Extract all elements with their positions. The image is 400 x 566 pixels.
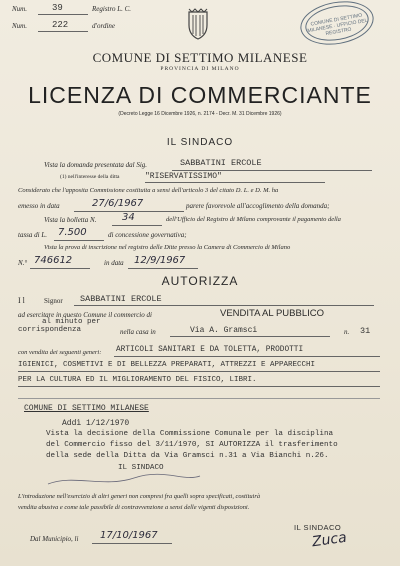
il-label: I l [18,296,25,305]
iscrizione-date: 12/9/1967 [134,255,186,266]
registry-stamp [297,0,377,50]
civico-value: 31 [360,326,371,336]
addendum-date: Addì 1/12/1970 [62,419,130,428]
num2-underline [38,31,88,32]
num-underline [38,14,88,15]
iscrizione-date-underline [128,268,198,269]
num-value: 39 [52,3,63,13]
generi-underline-2 [18,371,380,372]
registro-label: Registro L. C. [92,5,132,13]
ordine-label: d'ordine [92,22,116,30]
concessione-text: di concessione governativa; [108,231,187,239]
generi-line-2: IGIENICI, COSMETIVI E DI BELLEZZA PREPARATI, ATTREZZI E APPARECCHI [18,361,316,369]
tassa-value: 7.500 [58,227,87,238]
signor-underline [74,305,374,306]
footer-note-2: vendita abusiva e come tale passibile di contravvenzione a sensi delle vigenti disposizioni. [18,504,250,511]
via-value: Via A. Gramsci [190,326,258,335]
iscrizione-number: 746612 [34,255,73,266]
bolletta-number: 34 [122,212,135,223]
issue-date: 17/10/1967 [100,530,158,541]
tassa-label: tassa di L. [18,231,47,239]
bolletta-text: dell'Ufficio del Registro di Milano comprovante il pagamento della [166,216,341,223]
addendum-line-3: della sede della Ditta da Via Gramsci n.31 a Via Bianchi n.26. [46,452,329,460]
vendita-text: VENDITA AL PUBBLICO [220,308,325,319]
applicant-underline [172,170,372,171]
addendum-line-1: Vista la decisione della Commissione Comunale per la disciplina [46,430,334,438]
license-title: LICENZA DI COMMERCIANTE [28,82,372,108]
generi-label: con vendita dei seguenti generi: [18,349,102,356]
signor-name: SABBATINI ERCOLE [80,294,162,304]
tassa-underline [54,240,104,241]
considerato-text: Considerato che l'apposita Commissione costituita a sensi dell'articolo 3 del citato D. L. e D. M. ha [18,187,279,194]
minuto-text: al minuto per [42,318,101,326]
sindaco-heading: IL SINDACO [166,137,234,148]
municipio-label: Dal Municipio, li [30,535,79,543]
civico-label: n. [344,328,350,336]
emesso-date: 27/6/1967 [92,198,144,209]
bolletta-label: Vista la bolletta N. [44,216,97,224]
addendum-line-2: del Commercio fisso del 3/11/1970, SI AUTORIZZA il trasferimento [46,441,338,449]
emesso-label: emesso in data [18,202,60,210]
generi-underline-3 [18,386,380,387]
corrispondenza-text: corrispondenza [18,326,82,334]
mayor-signature: Zuca [311,529,348,551]
addendum-scribble [44,470,204,490]
issue-date-underline [92,543,172,544]
domanda-label: Vista la domanda presentata dal Sig. [44,161,148,169]
parere-text: parere favorevole all'accoglimento della domanda; [186,202,330,210]
provincia-label: PROVINCIA DI MILANO [160,66,240,72]
ditta-underline [145,182,325,183]
signor-label: Signor [44,297,63,305]
blank-line [18,398,380,399]
autorizza-heading: AUTORIZZA [161,274,239,288]
generi-line-3: PER LA CULTURA ED IL MIGLIORAMENTO DEL FISICO, LIBRI. [18,376,257,384]
footer-note-1: L'introduzione nell'esercizio di altri generi non compresi fra quelli sopra specificati, costituirà [18,493,261,500]
via-underline [170,336,330,337]
ditta-name: "RISERVATISSIMO" [145,172,222,181]
generi-line-1: ARTICOLI SANITARI E DA TOLETTA, PRODOTTI [116,346,304,354]
num2-label: Num. [12,22,27,30]
addendum-sindaco: IL SINDACO [118,464,164,472]
casa-label: nella casa in [120,328,156,336]
iscrizione-date-label: in data [104,259,124,267]
iscrizione-number-label: N.° [18,259,28,267]
comune-heading: COMUNE DI SETTIMO MILANESE [92,50,308,65]
num-label: Num. [12,5,27,13]
applicant-name: SABBATINI ERCOLE [180,158,262,168]
addendum-comune: COMUNE DI SETTIMO MILANESE [24,404,149,413]
iscrizione-text: Vista la prova di inscrizione nel registro delle Ditte presso la Camera di Commercio di Milano [44,244,291,251]
footer-sindaco-label: IL SINDACO [294,523,342,532]
num2-value: 222 [52,20,69,30]
generi-underline-1 [114,356,380,357]
bolletta-underline [112,225,162,226]
interesse-prefix: (1) nell'interesse della ditta [60,174,120,180]
coat-of-arms-icon [186,8,210,40]
decree-reference: (Decreto Legge 16 Dicembre 1926, n. 2174 - Decr. M. 31 Dicembre 1926) [118,111,282,117]
esercitare-text: ad esercitare in questo Comune il commercio di [18,311,152,319]
stamp-text: COMUNE DI SETTIMO MILANESE · UFFICIO DEL REGISTRO [307,12,369,38]
iscrizione-number-underline [30,268,90,269]
